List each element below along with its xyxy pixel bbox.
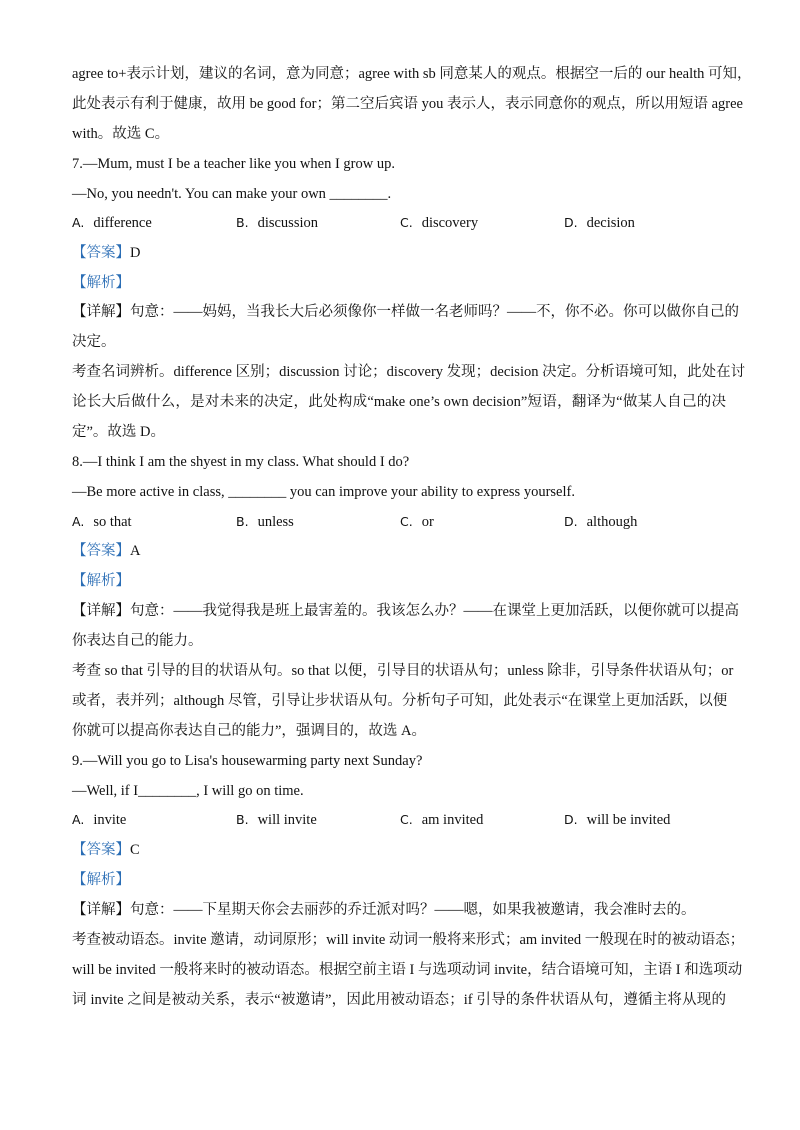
q9-response: —Well, if I________, I will go on time. <box>72 783 304 799</box>
q8-option-b: B. unless <box>236 514 294 530</box>
q9-answer: 【答案】C <box>72 842 140 858</box>
q8-option-d: D. although <box>564 514 638 530</box>
q7-question: 7.—Mum, must I be a teacher like you when I grow up. <box>72 156 395 172</box>
q7-answer: 【答案】D <box>72 245 141 261</box>
q8-option-a: A. so that <box>72 514 132 530</box>
q7-option-c: C. discovery <box>400 215 479 231</box>
q9-option-d: D. will be invited <box>564 812 671 828</box>
q7-detail-line-2: 决定。 <box>72 334 116 350</box>
q8-detail-line-3: 考查 so that 引导的目的状语从句。so that 以便，引导目的状语从句；unless 除非，引导条件状语从句；or <box>72 663 734 679</box>
q7-response: —No, you needn't. You can make your own ________. <box>72 186 392 202</box>
q8-analysis-label: 【解析】 <box>72 573 130 589</box>
q7-analysis-label: 【解析】 <box>72 275 130 291</box>
q9-option-c: C. am invited <box>400 812 484 828</box>
q9-analysis-label: 【解析】 <box>72 872 130 888</box>
q8-answer: 【答案】A <box>72 543 141 559</box>
q7-detail-line-1: 【详解】句意：——妈妈，当我长大后必须像你一样做一名老师吗？——不，你不必。你可以做你自己的 <box>72 304 739 320</box>
q8-option-c: C. or <box>400 514 434 530</box>
q8-response: —Be more active in class, ________ you can improve your ability to express yourself. <box>72 484 575 500</box>
q7-detail-line-4: 论长大后做什么，是对未来的决定，此处构成“make one’s own decision”短语，翻译为“做某人自己的决 <box>72 394 726 410</box>
q9-detail-line-1: 【详解】句意：——下星期天你会去丽莎的乔迁派对吗？——嗯，如果我被邀请，我会准时去的。 <box>72 902 696 918</box>
q7-option-a: A. difference <box>72 215 152 231</box>
q9-option-b: B. will invite <box>236 812 317 828</box>
q9-detail-line-3: will be invited 一般将来时的被动语态。根据空前主语 I 与选项动词 invite，结合语境可知，主语 I 和选项动 <box>72 962 743 978</box>
q9-option-a: A. invite <box>72 812 127 828</box>
q9-question: 9.—Will you go to Lisa's housewarming party next Sunday? <box>72 753 423 769</box>
q7-option-d: D. decision <box>564 215 635 231</box>
q7-detail-line-3: 考查名词辨析。difference 区别；discussion 讨论；discovery 发现；decision 决定。分析语境可知，此处在讨 <box>72 364 746 380</box>
q9-detail-line-4: 词 invite 之间是被动关系，表示“被邀请”，因此用被动语态；if 引导的条件状语从句，遵循主将从现的 <box>72 992 726 1008</box>
q6-detail-line-2: 此处表示有利于健康，故用 be good for；第二空后宾语 you 表示人，表示同意你的观点，所以用短语 agree <box>72 96 743 112</box>
q9-detail-line-2: 考查被动语态。invite 邀请，动词原形；will invite 动词一般将来形式；am invited 一般现在时的被动语态； <box>72 932 745 948</box>
q7-detail-line-5: 定”。故选 D。 <box>72 424 166 440</box>
q8-detail-line-2: 你表达自己的能力。 <box>72 633 203 649</box>
q8-detail-line-5: 你就可以提高你表达自己的能力”，强调目的，故选 A。 <box>72 723 427 739</box>
q7-option-b: B. discussion <box>236 215 318 231</box>
q8-detail-line-4: 或者，表并列；although 尽管，引导让步状语从句。分析句子可知，此处表示“在课堂上更加活跃，以便 <box>72 693 728 709</box>
q6-detail-line-3: with。故选 C。 <box>72 126 170 142</box>
q8-detail-line-1: 【详解】句意：——我觉得我是班上最害羞的。我该怎么办？——在课堂上更加活跃，以便你就可以提高 <box>72 603 739 619</box>
q8-question: 8.—I think I am the shyest in my class. What should I do? <box>72 454 410 470</box>
q6-detail-line-1: agree to+表示计划，建议的名词，意为同意；agree with sb 同意某人的观点。根据空一后的 our health 可知， <box>72 66 752 82</box>
